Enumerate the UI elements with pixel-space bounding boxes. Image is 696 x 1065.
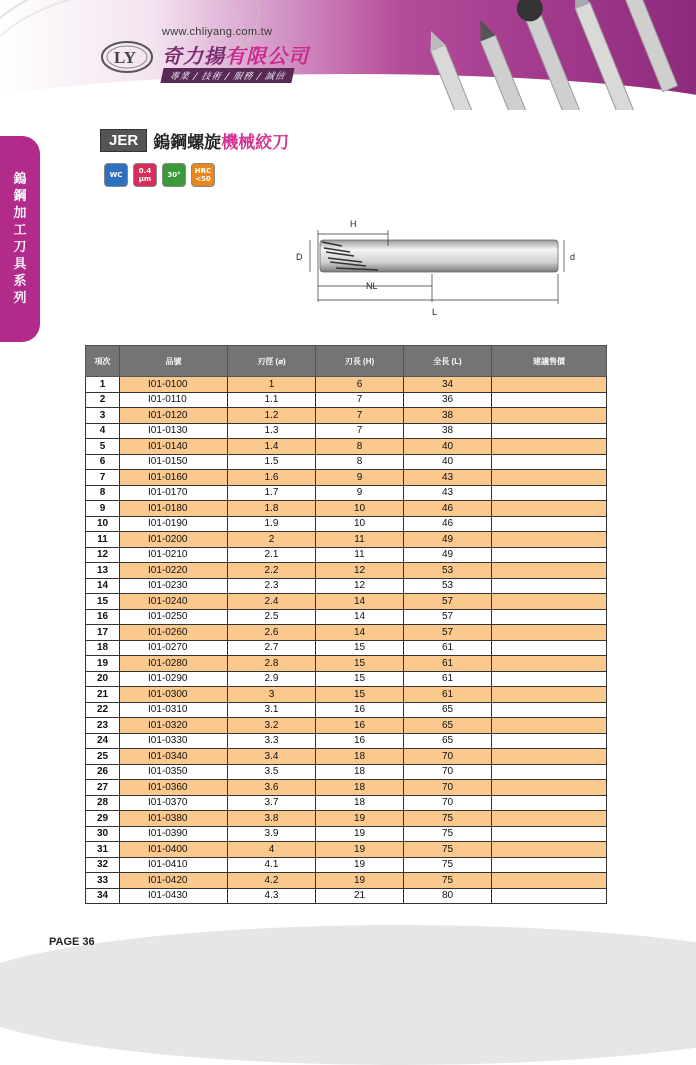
- item-no-cell: 30: [86, 826, 120, 842]
- flute-length-cell: 18: [316, 795, 404, 811]
- overall-length-cell: 53: [404, 563, 492, 579]
- flute-length-cell: 6: [316, 377, 404, 393]
- company-logo: [100, 40, 154, 74]
- price-cell: [492, 671, 607, 687]
- table-row: [86, 423, 607, 439]
- diameter-cell: 3.1: [228, 702, 316, 718]
- overall-length-cell: 43: [404, 485, 492, 501]
- col-header-flute-length: 刃長 (H): [316, 346, 404, 377]
- company-slogan: 專業 / 技術 / 服務 / 誠信: [160, 68, 294, 83]
- grain-size-icon: 0.4 μm: [133, 163, 157, 187]
- price-cell: [492, 780, 607, 796]
- table-row: [86, 671, 607, 687]
- item-no-cell: 2: [86, 392, 120, 408]
- model-cell: I01-0150: [120, 454, 228, 470]
- diameter-cell: 3.7: [228, 795, 316, 811]
- side-tab-char: 刀: [13, 240, 27, 255]
- table-row: [86, 470, 607, 486]
- item-no-cell: 29: [86, 811, 120, 827]
- model-cell: I01-0230: [120, 578, 228, 594]
- table-row: [86, 795, 607, 811]
- diameter-cell: 1.5: [228, 454, 316, 470]
- diameter-cell: 4.1: [228, 857, 316, 873]
- model-cell: I01-0170: [120, 485, 228, 501]
- item-no-cell: 23: [86, 718, 120, 734]
- diameter-cell: 3.4: [228, 749, 316, 765]
- table-row: [86, 764, 607, 780]
- flute-length-cell: 19: [316, 842, 404, 858]
- side-tab-char: 鋼: [13, 189, 27, 204]
- flute-length-cell: 15: [316, 671, 404, 687]
- overall-length-cell: 61: [404, 671, 492, 687]
- table-row: [86, 625, 607, 641]
- spec-badges: [104, 163, 215, 187]
- diameter-cell: 1.9: [228, 516, 316, 532]
- price-cell: [492, 423, 607, 439]
- overall-length-cell: 57: [404, 594, 492, 610]
- model-cell: I01-0180: [120, 501, 228, 517]
- diameter-cell: 3.5: [228, 764, 316, 780]
- tool-dimension-drawing: [292, 212, 592, 322]
- price-cell: [492, 625, 607, 641]
- diameter-cell: 2.9: [228, 671, 316, 687]
- price-cell: [492, 687, 607, 703]
- col-header-price: 建議售價: [492, 346, 607, 377]
- flute-length-cell: 14: [316, 594, 404, 610]
- table-row: [86, 547, 607, 563]
- flute-length-cell: 15: [316, 640, 404, 656]
- flute-length-cell: 18: [316, 764, 404, 780]
- price-cell: [492, 547, 607, 563]
- table-row: [86, 687, 607, 703]
- table-row: [86, 532, 607, 548]
- price-cell: [492, 439, 607, 455]
- price-cell: [492, 795, 607, 811]
- item-no-cell: 26: [86, 764, 120, 780]
- item-no-cell: 7: [86, 470, 120, 486]
- model-cell: I01-0270: [120, 640, 228, 656]
- col-header-diameter: 刃徑 (⌀): [228, 346, 316, 377]
- overall-length-cell: 49: [404, 532, 492, 548]
- dim-label-h: H: [350, 219, 357, 229]
- item-no-cell: 13: [86, 563, 120, 579]
- price-cell: [492, 501, 607, 517]
- svg-text:LY: LY: [114, 48, 137, 67]
- diameter-cell: 3.2: [228, 718, 316, 734]
- item-no-cell: 11: [86, 532, 120, 548]
- model-cell: I01-0210: [120, 547, 228, 563]
- side-tab-char: 工: [13, 223, 27, 238]
- flute-length-cell: 19: [316, 873, 404, 889]
- table-row: [86, 857, 607, 873]
- product-name-part2: 機械絞刀: [221, 132, 290, 153]
- item-no-cell: 24: [86, 733, 120, 749]
- dim-label-d-lower: d: [570, 252, 576, 262]
- table-row: [86, 578, 607, 594]
- item-no-cell: 16: [86, 609, 120, 625]
- table-row: [86, 501, 607, 517]
- overall-length-cell: 57: [404, 609, 492, 625]
- item-no-cell: 17: [86, 625, 120, 641]
- price-cell: [492, 578, 607, 594]
- flute-length-cell: 10: [316, 516, 404, 532]
- item-no-cell: 15: [86, 594, 120, 610]
- item-no-cell: 12: [86, 547, 120, 563]
- table-row: [86, 640, 607, 656]
- price-cell: [492, 888, 607, 904]
- table-header-row: [86, 346, 607, 377]
- item-no-cell: 1: [86, 377, 120, 393]
- price-cell: [492, 749, 607, 765]
- diameter-cell: 1.8: [228, 501, 316, 517]
- diameter-cell: 4.3: [228, 888, 316, 904]
- flute-length-cell: 15: [316, 687, 404, 703]
- diameter-cell: 4: [228, 842, 316, 858]
- model-cell: I01-0420: [120, 873, 228, 889]
- price-cell: [492, 873, 607, 889]
- item-no-cell: 19: [86, 656, 120, 672]
- col-header-overall-length: 全長 (L): [404, 346, 492, 377]
- price-cell: [492, 563, 607, 579]
- overall-length-cell: 75: [404, 857, 492, 873]
- diameter-cell: 2.7: [228, 640, 316, 656]
- diameter-cell: 1.4: [228, 439, 316, 455]
- tool-photo-illustration: [380, 0, 696, 110]
- overall-length-cell: 65: [404, 733, 492, 749]
- overall-length-cell: 34: [404, 377, 492, 393]
- side-tab-char: 鎢: [13, 172, 27, 187]
- model-cell: I01-0190: [120, 516, 228, 532]
- overall-length-cell: 36: [404, 392, 492, 408]
- table-row: [86, 485, 607, 501]
- item-no-cell: 21: [86, 687, 120, 703]
- item-no-cell: 34: [86, 888, 120, 904]
- price-cell: [492, 842, 607, 858]
- model-cell: I01-0390: [120, 826, 228, 842]
- side-tab-char: 系: [13, 274, 27, 289]
- overall-length-cell: 38: [404, 423, 492, 439]
- diameter-cell: 1.3: [228, 423, 316, 439]
- diameter-cell: 2.8: [228, 656, 316, 672]
- item-no-cell: 27: [86, 780, 120, 796]
- overall-length-cell: 40: [404, 454, 492, 470]
- overall-length-cell: 65: [404, 702, 492, 718]
- price-cell: [492, 826, 607, 842]
- overall-length-cell: 80: [404, 888, 492, 904]
- table-row: [86, 702, 607, 718]
- model-cell: I01-0320: [120, 718, 228, 734]
- model-cell: I01-0350: [120, 764, 228, 780]
- overall-length-cell: 61: [404, 656, 492, 672]
- item-no-cell: 3: [86, 408, 120, 424]
- dim-label-l: L: [432, 307, 438, 317]
- price-cell: [492, 811, 607, 827]
- model-cell: I01-0360: [120, 780, 228, 796]
- diameter-cell: 2.4: [228, 594, 316, 610]
- diameter-cell: 2.2: [228, 563, 316, 579]
- model-cell: I01-0110: [120, 392, 228, 408]
- model-cell: I01-0300: [120, 687, 228, 703]
- price-cell: [492, 532, 607, 548]
- model-cell: I01-0410: [120, 857, 228, 873]
- diameter-cell: 2.3: [228, 578, 316, 594]
- price-cell: [492, 392, 607, 408]
- table-row: [86, 656, 607, 672]
- diameter-cell: 2.6: [228, 625, 316, 641]
- model-cell: I01-0220: [120, 563, 228, 579]
- footer-swoosh: [0, 925, 696, 1065]
- flute-length-cell: 9: [316, 485, 404, 501]
- overall-length-cell: 75: [404, 873, 492, 889]
- model-cell: I01-0200: [120, 532, 228, 548]
- diameter-cell: 3: [228, 687, 316, 703]
- overall-length-cell: 61: [404, 687, 492, 703]
- col-header-item-no: 項次: [86, 346, 120, 377]
- price-cell: [492, 594, 607, 610]
- price-cell: [492, 609, 607, 625]
- price-cell: [492, 377, 607, 393]
- overall-length-cell: 49: [404, 547, 492, 563]
- overall-length-cell: 65: [404, 718, 492, 734]
- table-row: [86, 594, 607, 610]
- flute-length-cell: 19: [316, 857, 404, 873]
- table-row: [86, 811, 607, 827]
- overall-length-cell: 70: [404, 780, 492, 796]
- flute-length-cell: 8: [316, 439, 404, 455]
- overall-length-cell: 75: [404, 842, 492, 858]
- flute-length-cell: 18: [316, 749, 404, 765]
- price-cell: [492, 764, 607, 780]
- item-no-cell: 20: [86, 671, 120, 687]
- overall-length-cell: 46: [404, 501, 492, 517]
- price-cell: [492, 857, 607, 873]
- item-no-cell: 31: [86, 842, 120, 858]
- diameter-cell: 1.1: [228, 392, 316, 408]
- overall-length-cell: 70: [404, 749, 492, 765]
- company-name-part1: 奇力揚: [162, 44, 225, 68]
- flute-length-cell: 11: [316, 532, 404, 548]
- overall-length-cell: 43: [404, 470, 492, 486]
- hardness-icon: HRC <50: [191, 163, 215, 187]
- diameter-cell: 2.1: [228, 547, 316, 563]
- diameter-cell: 1.6: [228, 470, 316, 486]
- page-number: PAGE 36: [49, 936, 95, 948]
- model-cell: I01-0370: [120, 795, 228, 811]
- product-title: [100, 128, 289, 152]
- product-code: JER: [100, 129, 147, 152]
- diameter-cell: 2: [228, 532, 316, 548]
- website-url: www.chliyang.com.tw: [162, 26, 273, 38]
- product-name-part1: 鎢鋼螺旋: [153, 132, 222, 153]
- table-row: [86, 873, 607, 889]
- overall-length-cell: 38: [404, 408, 492, 424]
- overall-length-cell: 40: [404, 439, 492, 455]
- overall-length-cell: 61: [404, 640, 492, 656]
- item-no-cell: 8: [86, 485, 120, 501]
- price-cell: [492, 733, 607, 749]
- model-cell: I01-0340: [120, 749, 228, 765]
- dim-label-nl: NL: [366, 281, 378, 291]
- table-row: [86, 408, 607, 424]
- flute-length-cell: 9: [316, 470, 404, 486]
- model-cell: I01-0430: [120, 888, 228, 904]
- spec-table-body: [86, 377, 607, 904]
- dim-label-d-upper: D: [296, 252, 303, 262]
- price-cell: [492, 718, 607, 734]
- overall-length-cell: 46: [404, 516, 492, 532]
- model-cell: I01-0400: [120, 842, 228, 858]
- table-row: [86, 826, 607, 842]
- table-row: [86, 733, 607, 749]
- model-cell: I01-0290: [120, 671, 228, 687]
- price-cell: [492, 485, 607, 501]
- overall-length-cell: 57: [404, 625, 492, 641]
- flute-length-cell: 21: [316, 888, 404, 904]
- diameter-cell: 2.5: [228, 609, 316, 625]
- table-row: [86, 888, 607, 904]
- flute-length-cell: 18: [316, 780, 404, 796]
- diameter-cell: 1: [228, 377, 316, 393]
- table-row: [86, 842, 607, 858]
- side-category-tab: [0, 136, 40, 342]
- item-no-cell: 5: [86, 439, 120, 455]
- item-no-cell: 32: [86, 857, 120, 873]
- table-row: [86, 609, 607, 625]
- company-name-part2: 有限公司: [225, 44, 309, 68]
- table-row: [86, 392, 607, 408]
- item-no-cell: 14: [86, 578, 120, 594]
- model-cell: I01-0310: [120, 702, 228, 718]
- flute-length-cell: 16: [316, 702, 404, 718]
- price-cell: [492, 408, 607, 424]
- table-row: [86, 439, 607, 455]
- side-tab-char: 具: [13, 257, 27, 272]
- model-cell: I01-0260: [120, 625, 228, 641]
- diameter-cell: 3.8: [228, 811, 316, 827]
- model-cell: I01-0160: [120, 470, 228, 486]
- item-no-cell: 25: [86, 749, 120, 765]
- item-no-cell: 28: [86, 795, 120, 811]
- diameter-cell: 1.2: [228, 408, 316, 424]
- table-row: [86, 718, 607, 734]
- company-name: [162, 40, 309, 69]
- overall-length-cell: 75: [404, 826, 492, 842]
- flute-length-cell: 7: [316, 408, 404, 424]
- table-row: [86, 749, 607, 765]
- spec-table: [85, 345, 607, 904]
- price-cell: [492, 640, 607, 656]
- table-row: [86, 454, 607, 470]
- overall-length-cell: 70: [404, 795, 492, 811]
- helix-angle-icon: 30°: [162, 163, 186, 187]
- model-cell: I01-0280: [120, 656, 228, 672]
- model-cell: I01-0240: [120, 594, 228, 610]
- flute-length-cell: 7: [316, 392, 404, 408]
- table-row: [86, 563, 607, 579]
- flute-length-cell: 7: [316, 423, 404, 439]
- price-cell: [492, 702, 607, 718]
- flute-length-cell: 15: [316, 656, 404, 672]
- item-no-cell: 18: [86, 640, 120, 656]
- col-header-model: 品號: [120, 346, 228, 377]
- overall-length-cell: 70: [404, 764, 492, 780]
- table-row: [86, 377, 607, 393]
- model-cell: I01-0330: [120, 733, 228, 749]
- flute-length-cell: 14: [316, 609, 404, 625]
- table-row: [86, 516, 607, 532]
- diameter-cell: 1.7: [228, 485, 316, 501]
- flute-length-cell: 19: [316, 811, 404, 827]
- flute-length-cell: 19: [316, 826, 404, 842]
- model-cell: I01-0380: [120, 811, 228, 827]
- diameter-cell: 3.9: [228, 826, 316, 842]
- overall-length-cell: 53: [404, 578, 492, 594]
- flute-length-cell: 11: [316, 547, 404, 563]
- diameter-cell: 4.2: [228, 873, 316, 889]
- diameter-cell: 3.6: [228, 780, 316, 796]
- flute-length-cell: 8: [316, 454, 404, 470]
- item-no-cell: 6: [86, 454, 120, 470]
- item-no-cell: 33: [86, 873, 120, 889]
- model-cell: I01-0250: [120, 609, 228, 625]
- model-cell: I01-0130: [120, 423, 228, 439]
- price-cell: [492, 470, 607, 486]
- flute-length-cell: 14: [316, 625, 404, 641]
- item-no-cell: 22: [86, 702, 120, 718]
- model-cell: I01-0100: [120, 377, 228, 393]
- flute-length-cell: 16: [316, 733, 404, 749]
- material-wc-icon: WC: [104, 163, 128, 187]
- diameter-cell: 3.3: [228, 733, 316, 749]
- side-tab-char: 列: [13, 291, 27, 306]
- price-cell: [492, 516, 607, 532]
- item-no-cell: 9: [86, 501, 120, 517]
- model-cell: I01-0140: [120, 439, 228, 455]
- price-cell: [492, 656, 607, 672]
- flute-length-cell: 12: [316, 578, 404, 594]
- item-no-cell: 4: [86, 423, 120, 439]
- item-no-cell: 10: [86, 516, 120, 532]
- flute-length-cell: 12: [316, 563, 404, 579]
- flute-length-cell: 16: [316, 718, 404, 734]
- model-cell: I01-0120: [120, 408, 228, 424]
- side-tab-char: 加: [13, 206, 27, 221]
- overall-length-cell: 75: [404, 811, 492, 827]
- price-cell: [492, 454, 607, 470]
- table-row: [86, 780, 607, 796]
- flute-length-cell: 10: [316, 501, 404, 517]
